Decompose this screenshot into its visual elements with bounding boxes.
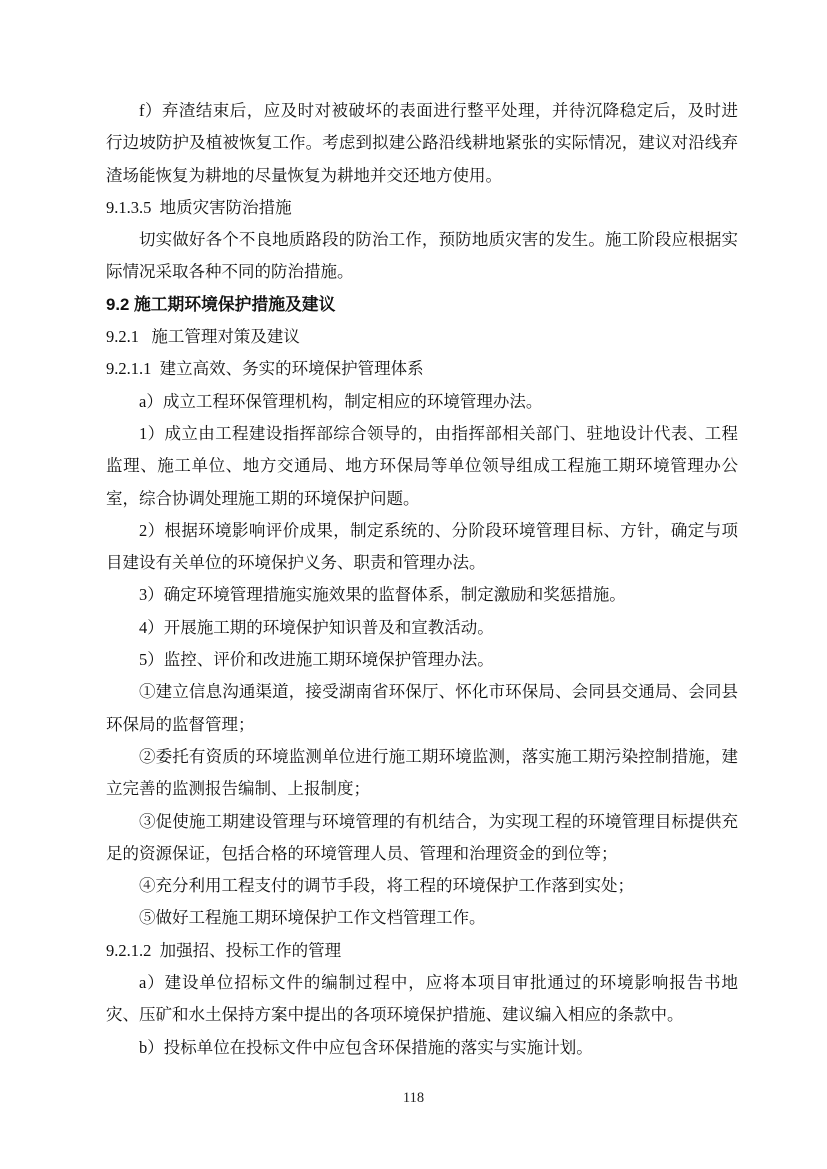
paragraph-item-b-bidding: b）投标单位在投标文件中应包含环保措施的落实与实施计划。 — [139, 1037, 593, 1057]
paragraph-item-5: 5）监控、评价和改进施工期环境保护管理办法。 — [139, 650, 494, 670]
paragraph-circled-5: ⑤做好工程施工期环境保护工作文档管理工作。 — [139, 908, 486, 928]
page-number: 118 — [402, 1090, 425, 1106]
paragraph-item-2: 2）根据环境影响评价成果，制定系统的、分阶段环境管理目标、方针，确定与项目建设有关单位的环境保护义务、职责和管理办法。 — [106, 520, 738, 573]
paragraph-item-3: 3）确定环境管理措施实施效果的监督体系，制定激励和奖惩措施。 — [139, 585, 626, 605]
paragraph-geohazard: 切实做好各个不良地质路段的防治工作，预防地质灾害的发生。施工阶段应根据实际情况采取各种不同的防治措施。 — [106, 230, 738, 282]
paragraph-item-1: 1）成立由工程建设指挥部综合领导的，由指挥部相关部门、驻地设计代表、工程监理、施工单位、地方交通局、地方环保局等单位领导组成工程施工期环境管理办公室，综合协调处理施工期的环境保护问题。 — [106, 423, 738, 508]
paragraph-circled-3: ③促使施工期建设管理与环境管理的有机结合，为实现工程的环境管理目标提供充足的资源保证，包括合格的环境管理人员、管理和治理资金的到位等； — [106, 811, 738, 863]
paragraph-circled-4: ④充分利用工程支付的调节手段，将工程的环境保护工作落到实处； — [139, 876, 634, 896]
paragraph-item-a-bidding: a）建设单位招标文件的编制过程中，应将本项目审批通过的环境影响报告书地灾、压矿和水土保持方案中提出的各项环境保护措施、建议编入相应的条款中。 — [106, 973, 738, 1025]
section-heading-9-1-3-5: 9.1.3.5 地质灾害防治措施 — [106, 197, 292, 217]
paragraph-f-spoil-ground: f）弃渣结束后，应及时对被破坏的表面进行整平处理，并待沉降稳定后，及时进行边坡防护及植被恢复工作。考虑到拟建公路沿线耕地紧张的实际情况，建议对沿线弃渣场能恢复为耕地的尽量恢复为耕地并交还地方使用。 — [106, 101, 738, 185]
section-heading-9-2: 9.2 施工期环境保护措施及建议 — [106, 294, 336, 314]
paragraph-item-4: 4）开展施工期的环境保护知识普及和宣教活动。 — [139, 617, 494, 637]
section-heading-9-2-1-2: 9.2.1.2 加强招、投标工作的管理 — [106, 940, 342, 960]
document-body — [106, 95, 738, 1064]
paragraph-item-a-org: a）成立工程环保管理机构，制定相应的环境管理办法。 — [139, 391, 543, 411]
section-heading-9-2-1: 9.2.1 施工管理对策及建议 — [106, 327, 300, 347]
paragraph-circled-2: ②委托有资质的环境监测单位进行施工期环境监测，落实施工期污染控制措施，建立完善的监测报告编制、上报制度； — [106, 746, 738, 799]
section-heading-9-2-1-1: 9.2.1.1 建立高效、务实的环境保护管理体系 — [106, 359, 424, 379]
paragraph-circled-1: ①建立信息沟通渠道，接受湖南省环保厅、怀化市环保局、会同县交通局、会同县环保局的监督管理； — [106, 682, 738, 734]
